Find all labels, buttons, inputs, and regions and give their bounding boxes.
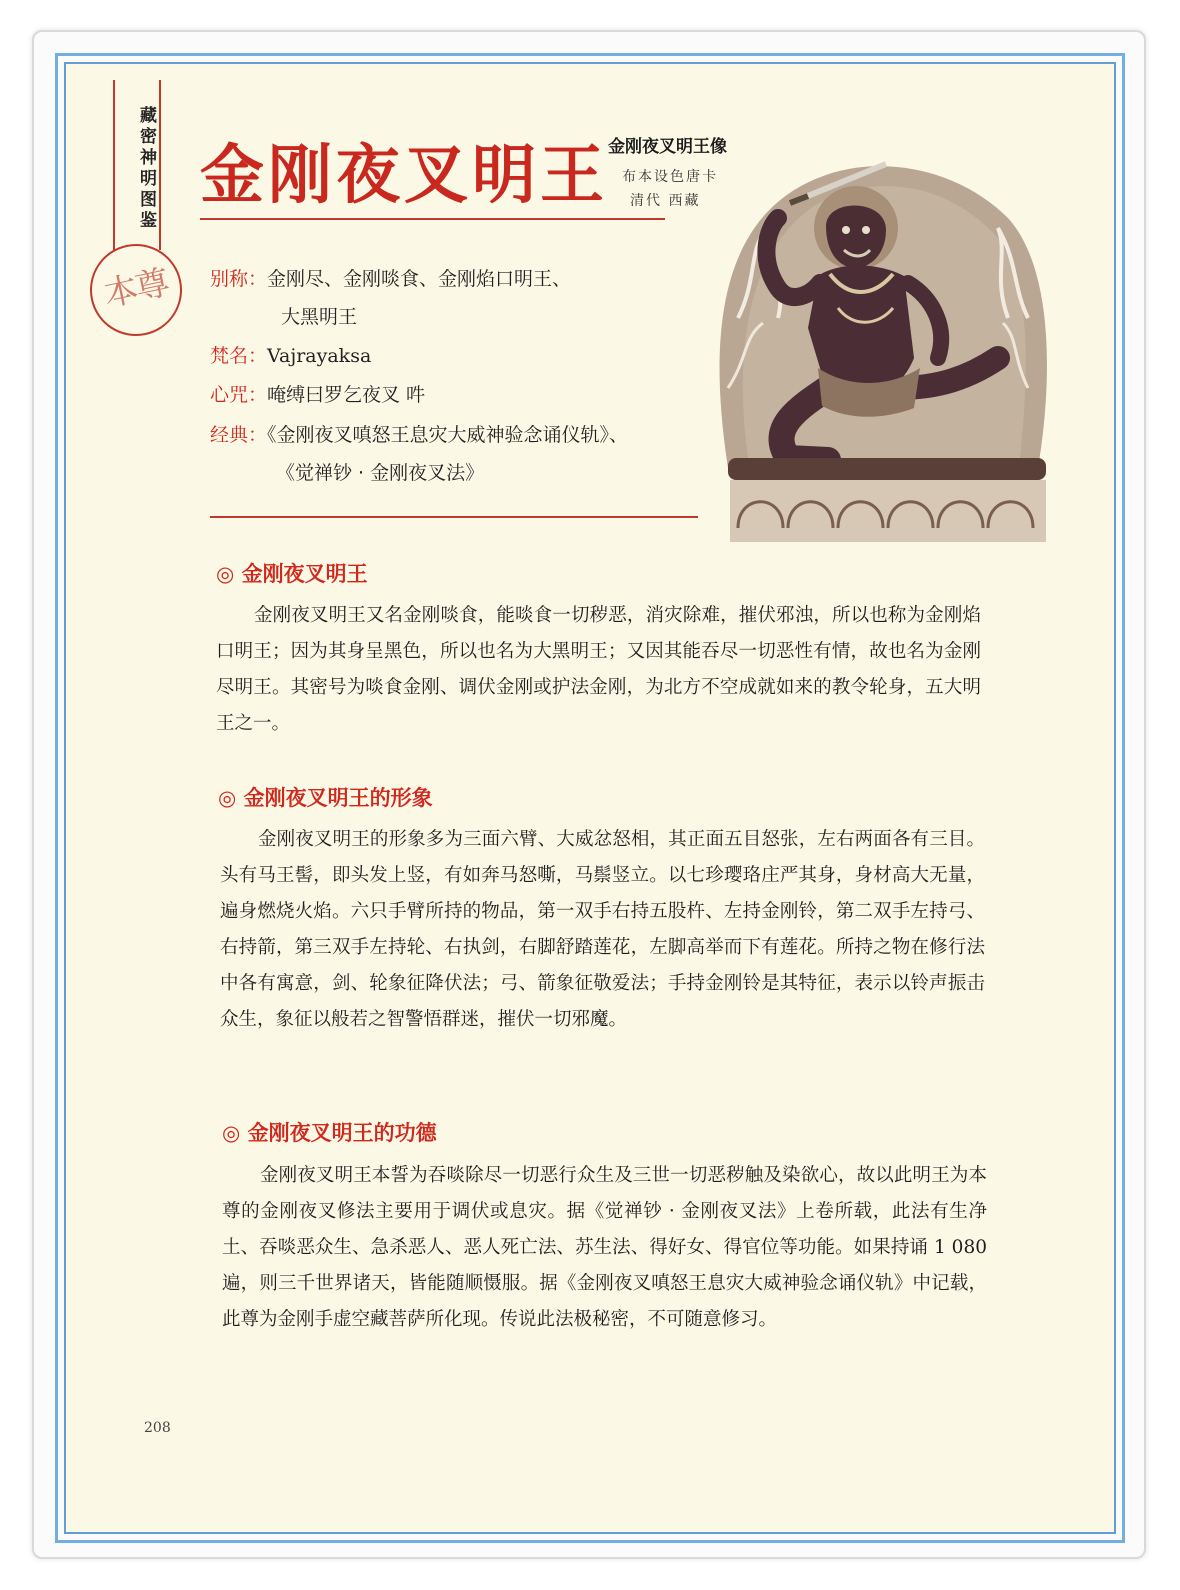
alias-label: 别称： [210,268,268,290]
scripture-label: 经典： [210,424,268,446]
page-title: 金刚夜叉明王 [200,138,608,213]
section-heading-intro: ◎ 金刚夜叉明王 [216,562,368,586]
scripture-value-1: 《金刚夜叉嗔怒王息灾大威神验念诵仪轨》、 [267,424,629,446]
seal-stamp: 本尊 [81,235,190,344]
alias-row [210,264,571,291]
mantra-value: 唵缚曰罗乞夜叉 吽 [267,384,426,406]
meta-divider [210,516,698,518]
sanskrit-row [210,341,371,368]
scripture-row [210,420,628,447]
section-heading-form: ◎ 金刚夜叉明王的形象 [218,786,433,810]
alias-value-1: 金刚尽、金刚啖食、金刚焰口明王、 [267,268,572,290]
section-body-form: 金刚夜叉明王的形象多为三面六臂、大威忿怒相，其正面五目怒张，左右两面各有三目。头有马王髻，即头发上竖，有如奔马怒嘶，马鬃竖立。以七珍璎珞庄严其身，身材高大无量，遍身燃烧火焰。六只手臂所持的物品，第一双手右持五股杵、左持金刚铃，第二双手左持弓、右持箭，第三双手左持轮、右执剑，右脚舒踏莲花，左脚高举而下有莲花。所持之物在修行法中各有寓意，剑、轮象征降伏法；弓、箭象征敬爱法；手持金刚铃是其特征，表示以铃声振击众生，象征以般若之智警悟群迷，摧伏一切邪魔。 [220,829,985,1030]
mantra-row [210,380,425,407]
section-body-intro: 金刚夜叉明王又名金刚啖食，能啖食一切秽恶，消灾除难，摧伏邪浊，所以也称为金刚焰口明王；因为其身呈黑色，所以也名为大黑明王；又因其能吞尽一切恶性有情，故也名为金刚尽明王。其密号为啖食金刚、调伏金刚或护法金刚，为北方不空成就如来的教令轮身，五大明王之一。 [216,605,981,734]
alias-value-2: 大黑明王 [281,306,358,328]
figure-caption-date: 清代 西藏 [630,193,701,209]
thangka-image [708,158,1058,546]
title-underline [200,218,665,220]
mantra-label: 心咒： [210,384,268,406]
scripture-value-2: 《觉禅钞 · 金刚夜叉法》 [276,462,485,484]
page-number: 208 [144,1420,171,1436]
figure-caption-medium: 布本设色唐卡 [622,169,718,185]
section-heading-merit: ◎ 金刚夜叉明王的功德 [222,1121,437,1145]
section-body-merit: 金刚夜叉明王本誓为吞啖除尽一切恶行众生及三世一切恶秽触及染欲心，故以此明王为本尊的金刚夜叉修法主要用于调伏或息灾。据《觉禅钞 · 金刚夜叉法》上卷所载，此法有生净土、吞啖恶众生、急杀恶人、恶人死亡法、苏生法、得好女、得官位等功能。如果持诵 1 080 遍，则三千世界诸天，皆能随顺慑服。据《金刚夜叉嗔怒王息灾大威神验念诵仪轨》中记载，此尊为金刚手虚空藏菩萨所化现。传说此法极秘密，不可随意修习。 [222,1165,987,1330]
figure-caption-title: 金刚夜叉明王像 [608,137,727,157]
sanskrit-label: 梵名： [210,345,268,367]
sanskrit-value: Vajrayaksa [267,345,372,367]
series-ribbon [113,80,161,250]
series-label: 藏密神明图鉴 [136,106,156,232]
